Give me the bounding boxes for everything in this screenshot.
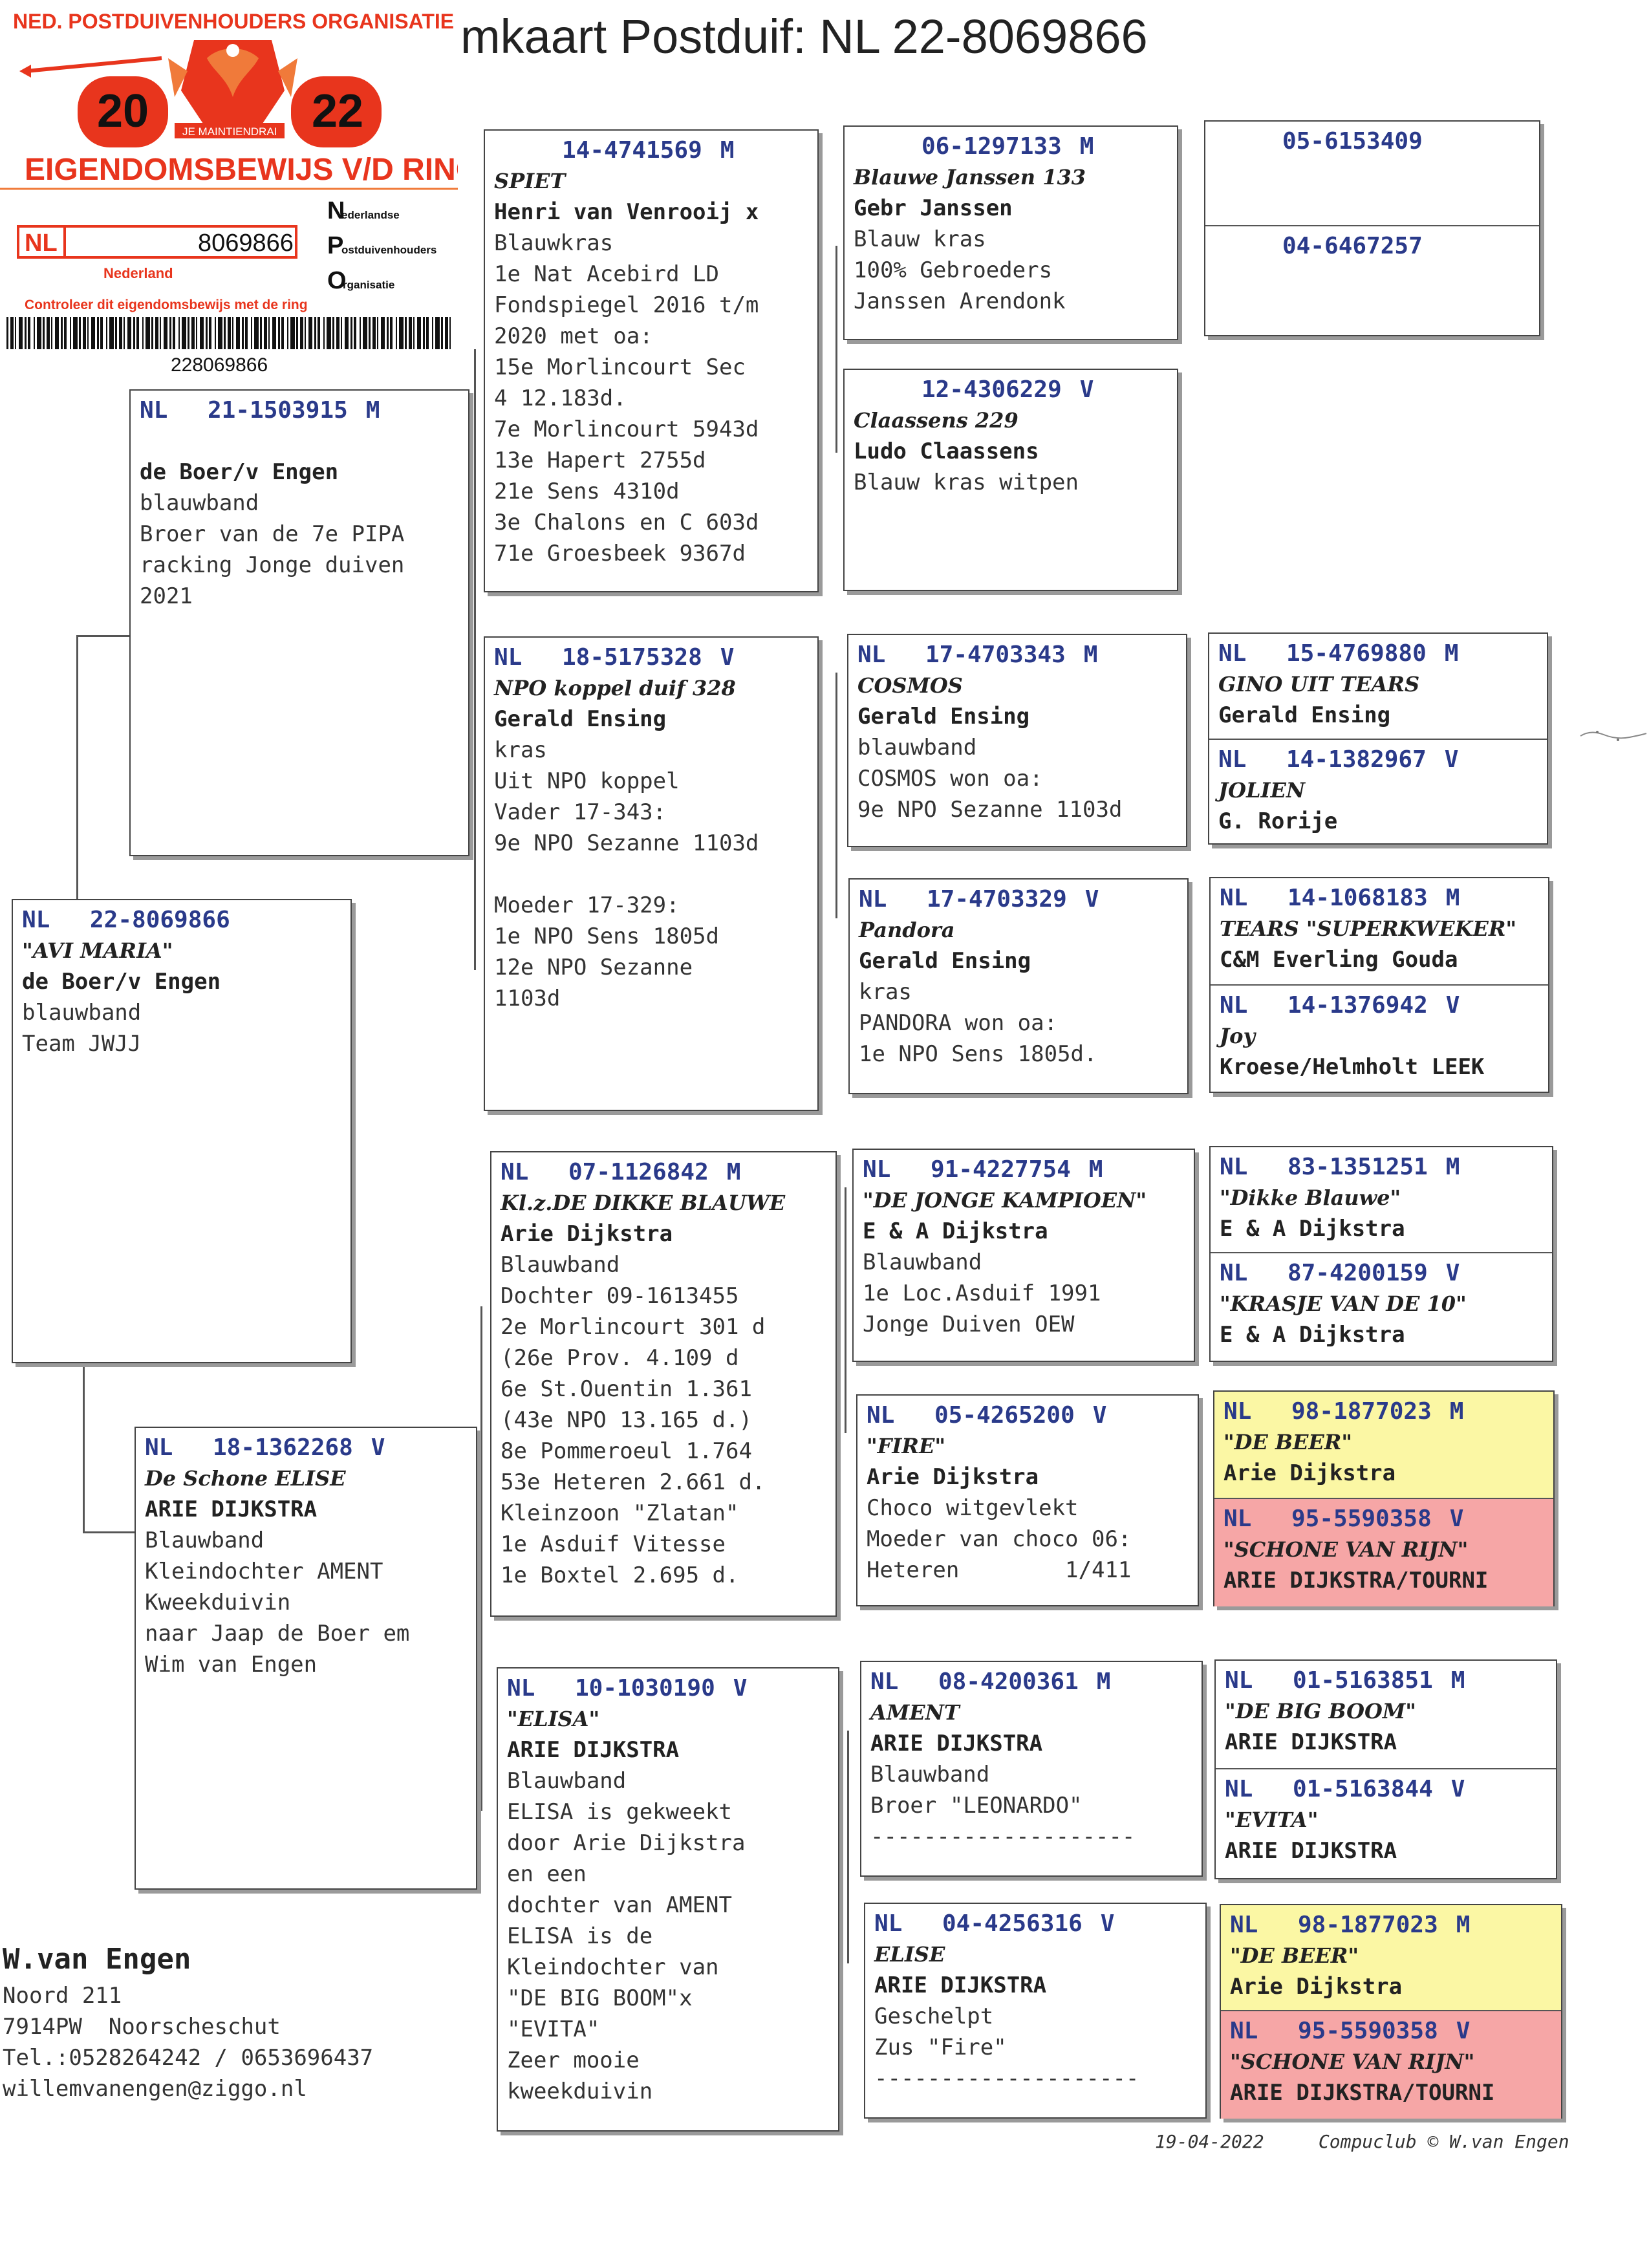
footer-credit: Compuclub © W.van Engen	[1318, 2131, 1569, 2152]
pigeon-info: 1103d	[494, 986, 561, 1011]
pigeon-info: Kleindochter AMENT	[145, 1559, 383, 1584]
pigeon-info: Kleindochter van	[507, 1954, 719, 1980]
pigeon-info: Blauwkras	[494, 230, 614, 256]
pigeon-info: Jonge Duiven OEW	[863, 1312, 1075, 1337]
pigeon-info: Broer van de 7e PIPA	[140, 521, 405, 547]
connector-line	[835, 673, 837, 918]
owner-email[interactable]: willemvanengen@ziggo.nl	[3, 2076, 307, 2102]
breeder-name: Kroese/Helmholt LEEK	[1220, 1054, 1485, 1080]
ring-number: 98-1877023	[1298, 1912, 1438, 1938]
ring-number: 10-1030190	[575, 1675, 715, 1701]
pigeon-info: Blauw kras	[854, 226, 986, 252]
connector-line	[845, 1187, 846, 1433]
pigeon-info: "DE BIG BOOM"x	[507, 1985, 693, 2011]
breeder-name: E & A Dijkstra	[1220, 1216, 1405, 1242]
ring-header	[140, 396, 468, 426]
pigeon-pair-ggg7	[1214, 1659, 1557, 1879]
pigeon-info: kras	[859, 979, 912, 1005]
pigeon-name: NPO koppel duif 328	[494, 676, 736, 700]
pigeon-info: Zeer mooie	[507, 2047, 640, 2073]
pigeon-info: Vader 17-343:	[494, 799, 667, 825]
ring-header	[1220, 991, 1548, 1021]
sex-marker: M	[720, 137, 735, 164]
ring-number: 95-5590358	[1298, 2018, 1438, 2044]
page-title: mkaart Postduif: NL 22-8069866	[460, 10, 1148, 63]
sex-marker: M	[1456, 1912, 1471, 1938]
pigeon-pair-ggg4	[1209, 877, 1549, 1093]
pigeon-pair-ggg1	[1204, 120, 1540, 336]
ring-header	[1225, 1775, 1556, 1804]
pigeon-name	[140, 426, 468, 457]
ring-header	[1223, 1504, 1553, 1534]
pigeon-name: "DE BIG BOOM"	[1225, 1699, 1416, 1723]
country-code: NL	[507, 1675, 535, 1701]
country-code: NL	[1230, 2018, 1258, 2044]
pigeon-info: 71e Groesbeek 9367d	[494, 541, 746, 567]
pigeon-info: blauwband	[857, 735, 977, 761]
ring-header	[1220, 1152, 1552, 1182]
pigeon-info: Heteren 1/411	[867, 1557, 1132, 1583]
pigeon-info: 12e NPO Sezanne	[494, 955, 693, 980]
pigeon-info: dochter van AMENT	[507, 1892, 732, 1918]
pigeon-info: "EVITA"	[507, 2016, 600, 2042]
ring-header	[1223, 1397, 1553, 1427]
pigeon-info: 4 12.183d.	[494, 385, 627, 411]
pigeon-name: "SCHONE VAN RIJN"	[1230, 2049, 1475, 2074]
sex-marker: V	[1092, 1402, 1107, 1429]
breeder-name: ARIE DIJKSTRA	[1225, 1838, 1397, 1864]
ring-number: 22-8069866	[90, 907, 230, 933]
sex-marker: M	[1450, 1667, 1465, 1694]
ring-number: 98-1877023	[1291, 1398, 1432, 1425]
pigeon-info: (26e Prov. 4.109 d	[501, 1345, 739, 1371]
pigeon-name: "KRASJE VAN DE 10"	[1220, 1291, 1467, 1316]
ring-number: 05-6153409	[1282, 128, 1423, 155]
npo-word-p: ostduivenhouders	[341, 244, 437, 256]
ring-number: 04-6467257	[1282, 233, 1423, 259]
ring-header	[1230, 1910, 1561, 1940]
country-code: NL	[857, 642, 886, 668]
pigeon-name: "DE BEER"	[1230, 1943, 1359, 1968]
sex-marker: V	[733, 1675, 748, 1701]
ownership-card-graphic	[0, 0, 458, 382]
pigeon-name: "DE BEER"	[1223, 1430, 1353, 1454]
breeder-name: Gerald Ensing	[1218, 702, 1391, 728]
ring-number: 17-4703343	[925, 642, 1066, 668]
breeder-name: Arie Dijkstra	[501, 1221, 673, 1247]
pigeon-info: PANDORA won oa:	[859, 1010, 1058, 1036]
ring-number: 04-4256316	[942, 1910, 1083, 1937]
pigeon-card-fmf	[847, 634, 1187, 847]
ring-number: 14-1068183	[1288, 885, 1428, 911]
sex-marker: M	[1088, 1156, 1103, 1183]
ring-number: 83-1351251	[1288, 1154, 1428, 1180]
pigeon-card-fm	[484, 636, 819, 1111]
pigeon-name: "EVITA"	[1225, 1808, 1319, 1832]
country-code: NL	[494, 644, 523, 671]
pigeon-info: 100% Gebroeders	[854, 257, 1053, 283]
breeder-name: ARIE DIJKSTRA	[870, 1731, 1043, 1756]
scan-smudge	[1578, 723, 1649, 749]
country-code: NL	[1218, 746, 1247, 773]
ownership-card	[0, 0, 458, 382]
country-code: NL	[867, 1402, 895, 1429]
sex-marker: M	[1096, 1669, 1111, 1695]
ring-header	[857, 640, 1186, 670]
pigeon-name: Pandora	[859, 918, 955, 942]
country-code: NL	[1218, 640, 1247, 667]
pigeon-card-mf	[490, 1151, 837, 1617]
pigeon-info: 1e Boxtel 2.695 d.	[501, 1562, 739, 1588]
pigeon-card-father	[129, 389, 469, 856]
pigeon-info: 9e NPO Sezanne 1103d	[857, 797, 1123, 823]
pigeon-info: 1e NPO Sens 1805d.	[859, 1041, 1097, 1067]
connector-line	[83, 1357, 85, 1531]
breeder-name: Arie Dijkstra	[1230, 1974, 1403, 2000]
pigeon-card-main	[12, 899, 352, 1363]
ring-header	[22, 905, 350, 935]
breeder-name: ARIE DIJKSTRA	[507, 1737, 680, 1763]
pigeon-info: Team JWJJ	[22, 1031, 142, 1057]
connector-line	[480, 1306, 482, 1811]
ring-number: 01-5163851	[1293, 1667, 1433, 1694]
country-code: NL	[870, 1669, 899, 1695]
ring-header	[1230, 2016, 1561, 2046]
sex-marker: V	[1079, 376, 1094, 403]
owner-name: W.van Engen	[3, 1943, 191, 1976]
pigeon-info: blauwband	[22, 1000, 142, 1026]
country-code: NL	[501, 1159, 529, 1185]
sex-marker: V	[1450, 1776, 1465, 1802]
connector-line	[76, 635, 78, 899]
country-code: NL	[1225, 1667, 1253, 1694]
pigeon-info: Kweekduivin	[145, 1590, 291, 1615]
ring-number: 14-1376942	[1288, 992, 1428, 1019]
card-country-code: NL	[25, 230, 58, 257]
breeder-name: ARIE DIJKSTRA	[145, 1496, 318, 1522]
ring-header	[507, 1674, 838, 1703]
owner-city: 7914PW Noorscheschut	[3, 2014, 281, 2040]
pigeon-info: 2020 met oa:	[494, 323, 653, 349]
pigeon-info: 13e Hapert 2755d	[494, 448, 706, 473]
country-code: NL	[863, 1156, 891, 1183]
pigeon-info: 1e Loc.Asduif 1991	[863, 1280, 1101, 1306]
country-code: NL	[1223, 1398, 1252, 1425]
sex-marker: M	[1079, 133, 1094, 160]
pigeon-name: SPIET	[494, 169, 566, 193]
pigeon-info: kweekduivin	[507, 2079, 653, 2104]
pigeon-card-mff	[852, 1149, 1195, 1362]
breeder-name: Gerald Ensing	[859, 948, 1031, 974]
country-code: NL	[1220, 885, 1248, 911]
pigeon-name: Kl.z.DE DIKKE BLAUWE	[501, 1191, 786, 1215]
country-code: NL	[145, 1434, 173, 1461]
connector-line	[847, 1731, 849, 1963]
pigeon-name: "FIRE"	[867, 1434, 946, 1458]
pigeon-info: 7e Morlincourt 5943d	[494, 416, 759, 442]
breeder-name: E & A Dijkstra	[863, 1218, 1048, 1244]
connector-line	[835, 246, 837, 453]
ring-number: 18-5175328	[562, 644, 702, 671]
npo-word-n: ederlandse	[341, 209, 400, 221]
breeder-name: de Boer/v Engen	[140, 459, 339, 485]
footer	[1155, 2131, 1569, 2152]
ring-number: 12-4306229	[921, 376, 1062, 403]
pigeon-info: Zus "Fire"	[874, 2035, 1007, 2060]
country-code: NL	[140, 397, 168, 424]
pigeon-info: 53e Heteren 2.661 d.	[501, 1469, 766, 1495]
pigeon-card-mmm	[864, 1903, 1207, 2119]
country-code: NL	[1220, 1154, 1248, 1180]
pigeon-name: ELISE	[874, 1942, 945, 1967]
country-code: NL	[874, 1910, 903, 1937]
divider-dashes: --------------------	[870, 1824, 1136, 1850]
pigeon-pair-ggg8	[1220, 1904, 1562, 2119]
ring-number: 18-1362268	[213, 1434, 353, 1461]
pigeon-name: De Schone ELISE	[145, 1466, 346, 1491]
ring-header	[1218, 745, 1547, 775]
breeder-name: Arie Dijkstra	[1223, 1460, 1396, 1486]
pigeon-name: Joy	[1220, 1024, 1256, 1048]
connector-line	[474, 349, 476, 970]
pigeon-info: 2e Morlincourt 301 d	[501, 1314, 766, 1340]
card-org: NED. POSTDUIVENHOUDERS ORGANISATIE	[13, 10, 455, 33]
pigeon-info: (43e NPO 13.165 d.)	[501, 1407, 752, 1433]
pigeon-pair-ggg3	[1208, 632, 1548, 845]
pigeon-info: racking Jonge duiven	[140, 552, 405, 578]
npo-letter-o: O	[327, 267, 347, 294]
sex-marker: V	[1445, 992, 1460, 1019]
card-motto: JE MAINTIENDRAI	[182, 125, 277, 138]
sex-marker: V	[1449, 1506, 1464, 1532]
ring-header	[870, 1667, 1202, 1697]
country-code: NL	[1220, 992, 1248, 1019]
card-warning: Controleer dit eigendomsbewijs met de ring	[25, 297, 308, 312]
breeder-name: Ludo Claassens	[854, 438, 1039, 464]
card-barcode-number: 228069866	[171, 354, 268, 376]
pigeon-card-ff	[484, 129, 819, 592]
pigeon-info: 1e NPO Sens 1805d	[494, 923, 719, 949]
npo-letter-n: N	[327, 197, 345, 224]
sex-marker: V	[1456, 2018, 1471, 2044]
pigeon-info: 2021	[140, 583, 193, 609]
card-country: Nederland	[103, 265, 173, 281]
ring-header	[854, 375, 1177, 405]
pigeon-info: blauwband	[140, 490, 259, 516]
country-code: NL	[859, 886, 887, 913]
ring-number: 14-1382967	[1286, 746, 1427, 773]
sex-marker: M	[1449, 1398, 1464, 1425]
pigeon-info: Wim van Engen	[145, 1652, 318, 1678]
pigeon-info: ELISA is gekweekt	[507, 1799, 732, 1825]
sex-marker: M	[1444, 640, 1459, 667]
pigeon-info: COSMOS won oa:	[857, 766, 1043, 792]
pigeon-info: 3e Chalons en C 603d	[494, 510, 759, 535]
ring-number: 14-4741569	[562, 137, 702, 164]
ring-header	[854, 132, 1177, 162]
pigeon-info: ELISA is de	[507, 1923, 653, 1949]
pigeon-card-ffm	[843, 369, 1178, 591]
ring-number: 15-4769880	[1286, 640, 1427, 667]
npo-letter-p: P	[327, 232, 344, 259]
pigeon-info: Moeder 17-329:	[494, 892, 680, 918]
breeder-name: Gebr Janssen	[854, 195, 1013, 221]
sex-marker: V	[1084, 886, 1099, 913]
card-year-left: 20	[97, 85, 149, 137]
ring-number: 91-4227754	[931, 1156, 1071, 1183]
pigeon-info: Fondspiegel 2016 t/m	[494, 292, 759, 318]
pigeon-name: "SCHONE VAN RIJN"	[1223, 1537, 1469, 1562]
pigeon-info: Janssen Arendonk	[854, 288, 1066, 314]
card-ring-number: 8069866	[198, 230, 294, 257]
country-code: NL	[1225, 1776, 1253, 1802]
pigeon-info: Blauwband	[501, 1252, 620, 1278]
pigeon-name: "ELISA"	[507, 1707, 600, 1731]
pigeon-info: Geschelpt	[874, 2003, 994, 2029]
breeder-name: Gerald Ensing	[857, 704, 1030, 729]
pigeon-info: 6e St.Ouentin 1.361	[501, 1376, 752, 1402]
breeder-name: Arie Dijkstra	[867, 1464, 1039, 1490]
pigeon-info: Blauwband	[507, 1768, 627, 1794]
breeder-name: C&M Everling Gouda	[1220, 947, 1458, 973]
owner-phone: Tel.:0528264242 / 0653696437	[3, 2045, 374, 2071]
ring-number: 05-4265200	[934, 1402, 1075, 1429]
breeder-name: ARIE DIJKSTRA/TOURNI	[1223, 1568, 1489, 1593]
sex-marker: M	[1445, 1154, 1460, 1180]
ring-header	[501, 1158, 835, 1187]
pigeon-card-mm	[497, 1667, 839, 2132]
pigeon-info: 1e Asduif Vitesse	[501, 1531, 726, 1557]
card-year-right: 22	[312, 85, 364, 137]
sex-marker: V	[720, 644, 735, 671]
breeder-name: ARIE DIJKSTRA	[1225, 1729, 1397, 1755]
pigeon-info: 15e Morlincourt Sec	[494, 354, 746, 380]
ring-header	[859, 885, 1187, 914]
pigeon-info: door Arie Dijkstra	[507, 1830, 746, 1856]
divider-dashes: --------------------	[874, 2066, 1139, 2091]
breeder-name: ARIE DIJKSTRA/TOURNI	[1230, 2080, 1495, 2106]
ring-header	[1220, 1258, 1552, 1288]
pigeon-name: JOLIEN	[1218, 778, 1306, 803]
ring-header	[1225, 1666, 1556, 1696]
ring-header	[1214, 232, 1539, 261]
breeder-name: G. Rorije	[1218, 808, 1338, 834]
pigeon-info: 21e Sens 4310d	[494, 479, 680, 504]
sex-marker: M	[365, 397, 380, 424]
pigeon-card-fmm	[848, 878, 1189, 1094]
sex-marker: M	[1083, 642, 1098, 668]
npo-word-o: rganisatie	[343, 279, 395, 291]
pigeon-info: 8e Pommeroeul 1.764	[501, 1438, 752, 1464]
pigeon-name: Claassens 229	[854, 408, 1018, 433]
connector-line	[83, 1531, 136, 1533]
breeder-name: Henri van Venrooij x	[494, 199, 759, 225]
pigeon-info: Blauwband	[870, 1762, 990, 1787]
sex-marker: M	[1445, 885, 1460, 911]
ring-header	[1214, 127, 1539, 157]
sex-marker: M	[726, 1159, 741, 1185]
pigeon-info: Kleinzoon "Zlatan"	[501, 1500, 739, 1526]
barcode-icon	[6, 317, 451, 349]
footer-date: 19-04-2022	[1155, 2131, 1264, 2152]
pigeon-info: naar Jaap de Boer em	[145, 1621, 410, 1647]
breeder-name: ARIE DIJKSTRA	[874, 1972, 1047, 1998]
pigeon-info: Blauw kras witpen	[854, 470, 1079, 495]
ring-header	[867, 1401, 1198, 1431]
ring-number: 07-1126842	[568, 1159, 709, 1185]
ring-header	[863, 1155, 1194, 1185]
pigeon-info: Dochter 09-1613455	[501, 1283, 739, 1309]
pigeon-info: Uit NPO koppel	[494, 768, 680, 794]
pigeon-info: Blauwband	[145, 1528, 264, 1553]
owner-address	[3, 1939, 373, 2104]
ring-header	[494, 643, 817, 673]
ring-number: 08-4200361	[938, 1669, 1079, 1695]
pigeon-card-mfm	[856, 1394, 1199, 1606]
pigeon-info: 1e Nat Acebird LD	[494, 261, 719, 287]
ring-number: 87-4200159	[1288, 1260, 1428, 1286]
country-code: NL	[1220, 1260, 1248, 1286]
ring-header	[145, 1433, 476, 1463]
ring-header	[1218, 639, 1547, 669]
breeder-name: Gerald Ensing	[494, 706, 667, 732]
breeder-name: E & A Dijkstra	[1220, 1322, 1405, 1348]
sex-marker: V	[1445, 1260, 1460, 1286]
ring-header	[1220, 883, 1548, 913]
card-heading: EIGENDOMSBEWIJS V/D RING	[25, 153, 458, 187]
ring-number: 01-5163844	[1293, 1776, 1433, 1802]
pigeon-name: AMENT	[870, 1700, 960, 1725]
pigeon-name: "DE JONGE KAMPIOEN"	[863, 1188, 1147, 1213]
pigeon-info: Moeder van choco 06:	[867, 1526, 1132, 1552]
pigeon-info: 9e NPO Sezanne 1103d	[494, 830, 759, 856]
connector-line	[76, 635, 131, 637]
pigeon-name: Blauwe Janssen 133	[854, 165, 1086, 189]
pigeon-pair-ggg5	[1209, 1146, 1553, 1362]
pigeon-info: en een	[507, 1861, 587, 1887]
ring-number: 06-1297133	[921, 133, 1062, 160]
sex-marker: V	[371, 1434, 385, 1461]
country-code: NL	[1223, 1506, 1252, 1532]
pigeon-name: COSMOS	[857, 673, 963, 698]
owner-street: Noord 211	[3, 1983, 122, 2009]
pigeon-pair-ggg6	[1213, 1390, 1555, 1606]
country-code: NL	[1230, 1912, 1258, 1938]
sex-marker: V	[1100, 1910, 1115, 1937]
ring-number: 95-5590358	[1291, 1506, 1432, 1532]
pigeon-info	[494, 859, 817, 890]
ring-header	[494, 136, 817, 166]
pigeon-info: Choco witgevlekt	[867, 1495, 1079, 1521]
sex-marker: V	[1444, 746, 1459, 773]
pigeon-name: "AVI MARIA"	[22, 938, 173, 963]
ring-header	[874, 1909, 1205, 1939]
pigeon-card-mother	[135, 1427, 477, 1890]
pigeon-card-fff	[843, 125, 1178, 340]
pigeon-name: TEARS "SUPERKWEKER"	[1220, 916, 1517, 941]
pigeon-info: kras	[494, 737, 547, 763]
breeder-name: de Boer/v Engen	[22, 969, 221, 995]
pigeon-info: Broer "LEONARDO"	[870, 1793, 1083, 1819]
ring-number: 17-4703329	[927, 886, 1067, 913]
pigeon-card-mmf	[860, 1661, 1203, 1877]
country-code: NL	[22, 907, 50, 933]
pigeon-info: Blauwband	[863, 1249, 982, 1275]
pigeon-name: "Dikke Blauwe"	[1220, 1185, 1401, 1210]
ring-number: 21-1503915	[208, 397, 348, 424]
pigeon-name: GINO UIT TEARS	[1218, 672, 1420, 697]
